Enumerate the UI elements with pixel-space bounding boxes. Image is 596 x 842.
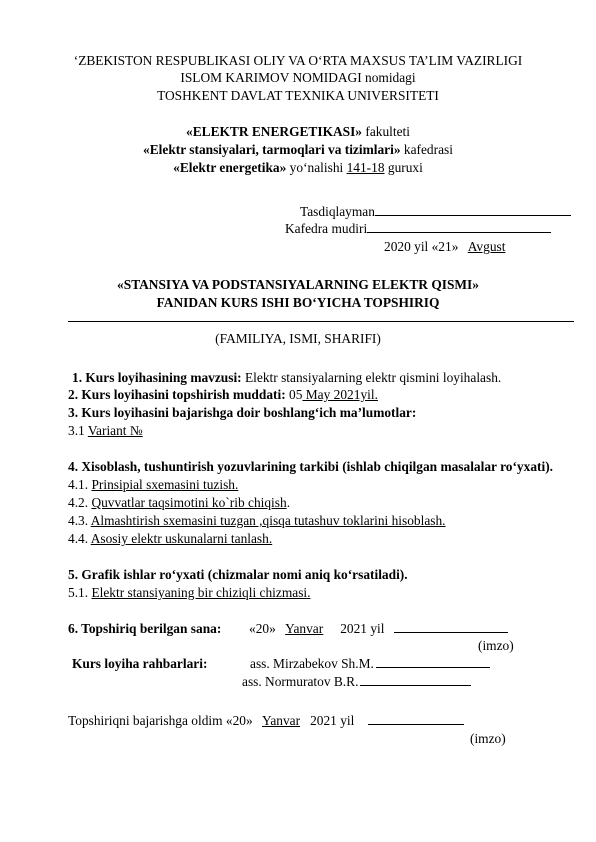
item-4-3-prefix: 4.3. [68, 513, 91, 528]
item-4-4-prefix: 4.4. [68, 531, 91, 546]
accepted-signature-caption: (imzo) [470, 731, 506, 746]
direction-text: yo‘nalishi [286, 160, 347, 175]
item-2-value: May 2021yil. [302, 387, 378, 402]
head-label: Kafedra mudiri [285, 221, 368, 236]
item-3-1-value: Variant № [87, 423, 143, 438]
department-suffix: kafedrasi [400, 142, 453, 157]
head-signature-line [367, 221, 551, 233]
item-6 [68, 621, 221, 637]
university-named-after: ISLOM KARIMOV NOMIDAGI nomidagi [180, 70, 416, 85]
item-2 [68, 387, 378, 403]
issue-date-month: Yanvar [285, 621, 324, 636]
item-3-1-prefix: 3.1 [68, 423, 88, 438]
item-4-4-value: Asosiy elektr uskunalarni tanlash. [90, 531, 273, 546]
direction-line [0, 160, 596, 176]
accepted-signature-line [368, 713, 464, 725]
supervisor-1 [250, 656, 490, 672]
item-1 [72, 370, 501, 386]
faculty-name: «ELEKTR ENERGETIKASI» [186, 124, 363, 139]
department-line [0, 142, 596, 158]
supervisor-2 [242, 674, 471, 690]
issue-signature-line [394, 621, 508, 633]
assignment-title-line1: «STANSIYA VA PODSTANSIYALARNING ELEKTR QISMI» [117, 277, 479, 292]
item-4-2 [68, 495, 290, 511]
item-5-1-value: Elektr stansiyaning bir chiziqli chizmasi. [91, 585, 311, 600]
approval-date-prefix: 2020 yil «21» [384, 239, 462, 254]
issue-date-prefix: «20» [249, 621, 280, 636]
item-4-4 [68, 531, 272, 547]
item-4-3-value: Almashtirish sxemasini tuzgan ,qisqa tutashuv toklarini hisoblash. [90, 513, 446, 528]
supervisor-2-signature-line [360, 674, 471, 686]
item-1-value: Elektr stansiyalarning elektr qismini loyihalash. [241, 370, 502, 385]
department-name: «Elektr stansiyalari, tarmoqlari va tizimlari» [143, 142, 401, 157]
item-1-label: 1. Kurs loyihasining mavzusi: [72, 370, 242, 385]
issue-date-year: 2021 yil [340, 621, 385, 636]
assignment-title-line2: FANIDAN KURS ISHI BO‘YICHA TOPSHIRIQ [156, 295, 440, 310]
accepted-line [68, 713, 464, 729]
issue-signature-caption: (imzo) [478, 638, 514, 653]
group-number: 141-18 [346, 160, 385, 175]
item-2-value-prefix: 05 [285, 387, 303, 402]
approval-line [300, 204, 571, 220]
item-4-1 [68, 477, 238, 493]
accepted-text: Topshiriqni bajarishga oldim «20» [68, 713, 256, 728]
item-4-1-prefix: 4.1. [68, 477, 92, 492]
item-6-label: 6. Topshiriq berilgan sana: [68, 621, 222, 636]
approval-date [384, 239, 535, 255]
approve-label: Tasdiqlayman [300, 204, 375, 219]
item-5-1-prefix: 5.1. [68, 585, 92, 600]
faculty-suffix: fakulteti [362, 124, 410, 139]
supervisor-1-name: ass. Mirzabekov Sh.M. [250, 656, 374, 671]
accepted-year: 2021 yil [310, 713, 355, 728]
approve-signature-line [375, 204, 571, 216]
direction-name: «Elektr energetika» [173, 160, 287, 175]
supervisors-label: Kurs loyiha rahbarlari: [72, 656, 208, 671]
item-5-1 [68, 585, 310, 601]
item-4-2-suffix: . [286, 495, 291, 510]
item-4-3 [68, 513, 446, 529]
item-3-1 [68, 423, 163, 439]
item-5 [68, 567, 408, 583]
student-name-caption: (FAMILIYA, ISMI, SHARIFI) [215, 331, 381, 346]
approval-date-month: Avgust [467, 239, 506, 254]
item-3-label: 3. Kurs loyihasini bajarishga doir boshlang‘ich ma’lumotlar: [68, 405, 417, 420]
student-name-line [68, 321, 574, 322]
item-3 [68, 405, 416, 421]
university-name: TOSHKENT DAVLAT TEXNIKA UNIVERSITETI [157, 88, 439, 103]
item-4-1-value: Prinsipial sxemasini tuzish. [91, 477, 239, 492]
item-2-label: 2. Kurs loyihasini topshirish muddati: [68, 387, 286, 402]
supervisor-2-name: ass. Normuratov B.R. [242, 674, 359, 689]
head-line [285, 221, 551, 237]
issue-date [249, 621, 508, 637]
item-4-2-value: Quvvatlar taqsimotini ko`rib chiqish [91, 495, 287, 510]
ministry-name: ‘ZBEKISTON RESPUBLIKASI OLIY VA O‘RTA MAXSUS TA’LIM VAZIRLIGI [73, 53, 523, 68]
direction-suffix: guruxi [384, 160, 423, 175]
item-4-2-prefix: 4.2. [68, 495, 92, 510]
supervisor-1-signature-line [376, 656, 490, 668]
item-4 [68, 459, 553, 475]
faculty-line [0, 124, 596, 140]
accepted-month: Yanvar [262, 713, 301, 728]
item-5-label: 5. Grafik ishlar ro‘yxati (chizmalar nomi aniq ko‘rsatiladi). [68, 567, 408, 582]
item-4-label: 4. Xisoblash, tushuntirish yozuvlarining tarkibi (ishlab chiqilgan masalalar ro‘yxati). [68, 459, 554, 474]
